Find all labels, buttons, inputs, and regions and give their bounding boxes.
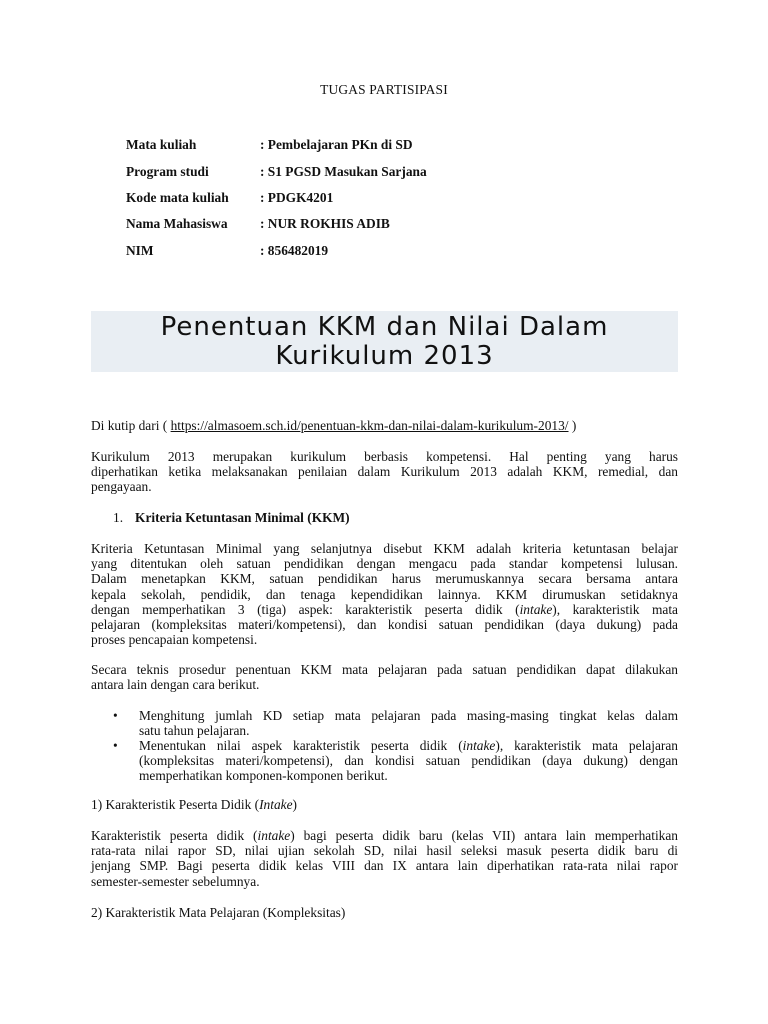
intro-paragraph — [91, 449, 678, 495]
paragraph-line: antara lain dengan cara berikut. — [91, 677, 260, 693]
paragraph-line — [91, 828, 678, 843]
info-label: Program studi — [126, 164, 209, 179]
info-label: Nama Mahasiswa — [126, 216, 228, 231]
bullet-icon: • — [113, 738, 118, 753]
paragraph-line: Kurikulum 2013 merupakan kurikulum berbasis kompetensi. Hal penting yang harus — [91, 449, 678, 464]
source-prefix: Di kutip dari ( — [91, 418, 171, 433]
bullet-line: Menghitung jumlah KD setiap mata pelajaran pada masing-masing tingkat kelas dalam — [139, 708, 678, 723]
info-value: : S1 PGSD Masukan Sarjana — [260, 164, 427, 179]
source-suffix: ) — [568, 418, 577, 433]
paragraph-line: diperhatikan ketika melaksanakan penilaian dalam Kurikulum 2013 adalah KKM, remedial, dan — [91, 464, 678, 480]
italic-term: intake — [257, 828, 291, 843]
paragraph-line: proses pencapaian kompetensi. — [91, 632, 258, 648]
teknis-paragraph — [91, 662, 678, 692]
text-run: ), karakteristik mata — [552, 601, 679, 617]
info-label: Kode mata kuliah — [126, 190, 229, 205]
text-run: Menentukan nilai aspek karakteristik peserta didik ( — [139, 738, 463, 753]
subheading-intake — [91, 797, 297, 813]
source-citation — [91, 418, 678, 433]
bullet-line: memperhatikan komponen-komponen berikut. — [139, 768, 388, 784]
article-title-line-1: Penentuan KKM dan Nilai Dalam — [160, 312, 609, 342]
info-value: : Pembelajaran PKn di SD — [260, 137, 413, 152]
document-heading: TUGAS PARTISIPASI — [320, 82, 448, 97]
text-run: 1) Karakteristik Peserta Didik ( — [91, 797, 260, 812]
paragraph-line: Dalam menetapkan KKM, satuan pendidikan harus merumuskannya secara bersama antara — [91, 571, 678, 587]
bullet-item — [113, 738, 678, 784]
section-heading-kkm — [113, 510, 350, 526]
text-run: ) — [292, 797, 298, 812]
bullet-line — [139, 738, 678, 753]
paragraph-line: rata-rata nilai rapor SD, nilai ujian sekolah SD, nilai hasil seleksi masuk peserta didik baru di — [91, 843, 678, 859]
info-value: : PDGK4201 — [260, 190, 334, 205]
text-run: dengan memperhatikan 3 (tiga) aspek: karakteristik peserta didik ( — [91, 601, 520, 617]
paragraph-line: kepala sekolah, pendidik, dan tenaga kependidikan lainnya. KKM dirumuskan setidaknya — [91, 586, 678, 602]
paragraph-line: semester-semester sebelumnya. — [91, 873, 260, 889]
italic-term: Intake — [259, 797, 293, 812]
text-run: ) bagi peserta didik baru (kelas VII) antara lain memperhatikan — [290, 828, 678, 843]
text-run: ), karakteristik mata pelajaran — [495, 738, 678, 753]
bullet-line: (kompleksitas materi/kompetensi), dan kondisi satuan pendidikan (daya dukung) dengan — [139, 753, 678, 769]
article-title-line-2: Kurikulum 2013 — [275, 341, 494, 371]
paragraph-line: pengayaan. — [91, 479, 152, 495]
paragraph-line: Kriteria Ketuntasan Minimal yang selanjutnya disebut KKM adalah kriteria ketuntasan belajar — [91, 541, 678, 556]
bullet-line: satu tahun pelajaran. — [139, 723, 250, 739]
info-label: Mata kuliah — [126, 137, 197, 152]
section-title: Kriteria Ketuntasan Minimal (KKM) — [135, 510, 350, 525]
intake-paragraph — [91, 828, 678, 889]
article-title-box — [91, 311, 678, 372]
paragraph-line: yang ditentukan oleh satuan pendidikan dengan mengacu pada standar kompetensi lulusan. — [91, 556, 678, 572]
info-value: : 856482019 — [260, 243, 329, 258]
paragraph-line — [91, 602, 678, 617]
italic-term: intake — [462, 738, 496, 753]
paragraph-line: jenjang SMP. Bagi peserta didik kelas VIII dan IX antara lain diperhatikan rata-rata nilai rapor — [91, 858, 678, 874]
paragraph-line: pelajaran (kompleksitas materi/kompetensi), dan kondisi satuan pendidikan (daya dukung) pada — [91, 617, 678, 633]
info-value: : NUR ROKHIS ADIB — [260, 216, 390, 231]
bullet-icon: • — [113, 708, 118, 723]
bullet-item — [113, 708, 678, 738]
section-number: 1. — [113, 510, 124, 525]
kkm-paragraph — [91, 541, 678, 647]
text-run: Karakteristik peserta didik ( — [91, 828, 258, 843]
italic-term: intake — [519, 601, 553, 617]
paragraph-line: Secara teknis prosedur penentuan KKM mata pelajaran pada satuan pendidikan dapat dilakukan — [91, 662, 678, 677]
source-link[interactable]: https://almasoem.sch.id/penentuan-kkm-dan-nilai-dalam-kurikulum-2013/ — [170, 418, 569, 433]
info-label: NIM — [126, 243, 154, 258]
subheading-complexity: 2) Karakteristik Mata Pelajaran (Kompleksitas) — [91, 905, 346, 920]
